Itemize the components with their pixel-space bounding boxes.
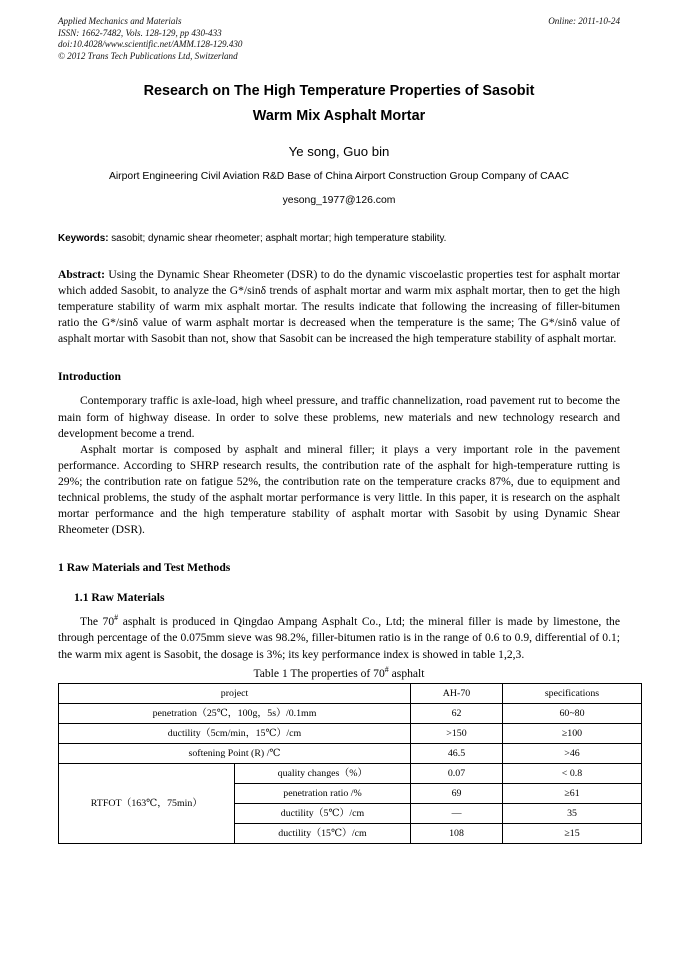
cell-project: softening Point (R) /℃ bbox=[59, 743, 411, 763]
title-line-2: Warm Mix Asphalt Mortar bbox=[252, 108, 426, 124]
section-1-heading: 1 Raw Materials and Test Methods bbox=[58, 561, 231, 575]
abstract-label: Abstract: bbox=[58, 268, 106, 281]
hash-superscript: # bbox=[114, 613, 119, 623]
affiliation: Airport Engineering Civil Aviation R&D Base of China Airport Construction Group Company of CAAC bbox=[108, 171, 570, 182]
keywords-block bbox=[58, 232, 620, 246]
cell-project: ductility（5℃）/cm bbox=[235, 803, 411, 823]
doi-line: doi:10.4028/www.scientific.net/AMM.128-129.430 bbox=[58, 39, 243, 50]
table-row bbox=[59, 723, 642, 743]
raw-materials-text-part1: The 70 bbox=[80, 615, 115, 629]
table-row bbox=[59, 763, 642, 783]
cell-spec: ≥61 bbox=[503, 783, 642, 803]
table-1-properties bbox=[58, 683, 642, 844]
section-1-1-heading: 1.1 Raw Materials bbox=[74, 591, 165, 605]
abstract-text: Using the Dynamic Shear Rheometer (DSR) to do the dynamic viscoelastic properties test for asphalt mortar which added Sasobit, to analyze the G*/sinδ trends of asphalt mortar and warm mix asphalt mortar, then to get the high temperature stability of warm mix asphalt mortar. The results indicate that following the increasing of filler-bitumen ratio the G*/sinδ value of warm asphalt mortar is decreased when the temperature is the same; The G*/sinδ value of asphalt mortar with Sasobit than not, show that Sasobit can be increased the high temperature stability of asphalt mortar. bbox=[58, 268, 620, 346]
author-list: Ye song, Guo bin bbox=[288, 144, 390, 159]
online-date: Online: 2011-10-24 bbox=[548, 16, 620, 26]
introduction-paragraph-2: Asphalt mortar is composed by asphalt and mineral filler; it plays a very important role in the pavement performance. According to SHRP research results, the contribution rate of the asphalt for high-temperature rutting is 29%; the contribution rate on fatigue 52%, the contribution rate on the temperature cracks 87%, due to equipment and technical problems, the study of the asphalt mortar performance is very little. In this paper, it is research on the asphalt mortar performance and the high temperature stability of asphalt mortar with Sasobit by using Dynamic Shear Rheometer (DSR). bbox=[58, 442, 620, 537]
cell-value: 0.07 bbox=[411, 763, 503, 783]
introduction-heading: Introduction bbox=[58, 370, 121, 384]
cell-rtfot-label: RTFOT（163℃，75min） bbox=[59, 763, 235, 843]
cell-value: 46.5 bbox=[411, 743, 503, 763]
table-row bbox=[59, 743, 642, 763]
cell-value: — bbox=[411, 803, 503, 823]
table-1-caption bbox=[58, 666, 620, 681]
page-title bbox=[58, 79, 620, 129]
cell-project: ductility（5cm/min，15℃）/cm bbox=[59, 723, 411, 743]
header-ah70: AH-70 bbox=[411, 683, 503, 703]
cell-spec: ≥15 bbox=[503, 823, 642, 843]
journal-name: Applied Mechanics and Materials bbox=[58, 16, 182, 26]
copyright-line: © 2012 Trans Tech Publications Ltd, Switzerland bbox=[58, 50, 238, 61]
introduction-paragraph-1: Contemporary traffic is axle-load, high wheel pressure, and traffic channelization, road pavement rut to become the main form of highway disease. In order to solve these problems, new materials and new technology research and development become a trend. bbox=[58, 394, 620, 440]
publication-header bbox=[58, 16, 620, 66]
cell-project: penetration（25℃，100g，5s）/0.1mm bbox=[59, 703, 411, 723]
cell-project: penetration ratio /% bbox=[235, 783, 411, 803]
contact-email[interactable]: yesong_1977@126.com bbox=[282, 195, 396, 206]
cell-value: 69 bbox=[411, 783, 503, 803]
cell-spec: < 0.8 bbox=[503, 763, 642, 783]
keywords-label: Keywords: bbox=[58, 233, 109, 244]
cell-value: 108 bbox=[411, 823, 503, 843]
cell-spec: 60~80 bbox=[503, 703, 642, 723]
cell-project: quality changes（%） bbox=[235, 763, 411, 783]
caption-hash-superscript: # bbox=[384, 664, 389, 674]
header-project: project bbox=[59, 683, 411, 703]
table-row bbox=[59, 703, 642, 723]
raw-materials-text-part2: asphalt is produced in Qingdao Ampang Asphalt Co., Ltd; the mineral filler is made by limestone, the through percentage of the 0.075mm sieve was 98.2%, filler-bitumen ratio is in the range of 0.6 to 0.9, differential of 0.1; the warm mix agent is Sasobit, the dosage is 3%; its key performance index is showed in table 1,2,3. bbox=[58, 615, 620, 661]
cell-spec: ≥100 bbox=[503, 723, 642, 743]
abstract-block bbox=[58, 267, 620, 347]
issn-line: ISSN: 1662-7482, Vols. 128-129, pp 430-433 bbox=[58, 27, 222, 38]
keywords-text: sasobit; dynamic shear rheometer; asphalt mortar; high temperature stability. bbox=[108, 233, 447, 244]
table-caption-part2: asphalt bbox=[388, 666, 425, 680]
cell-value: >150 bbox=[411, 723, 503, 743]
table-header-row bbox=[59, 683, 642, 703]
cell-spec: >46 bbox=[503, 743, 642, 763]
cell-value: 62 bbox=[411, 703, 503, 723]
cell-project: ductility（15℃）/cm bbox=[235, 823, 411, 843]
title-line-1: Research on The High Temperature Properties of Sasobit bbox=[143, 83, 535, 99]
header-specifications: specifications bbox=[503, 683, 642, 703]
table-caption-part1: Table 1 The properties of 70 bbox=[253, 666, 385, 680]
section-1-1-paragraph bbox=[58, 614, 620, 662]
cell-spec: 35 bbox=[503, 803, 642, 823]
